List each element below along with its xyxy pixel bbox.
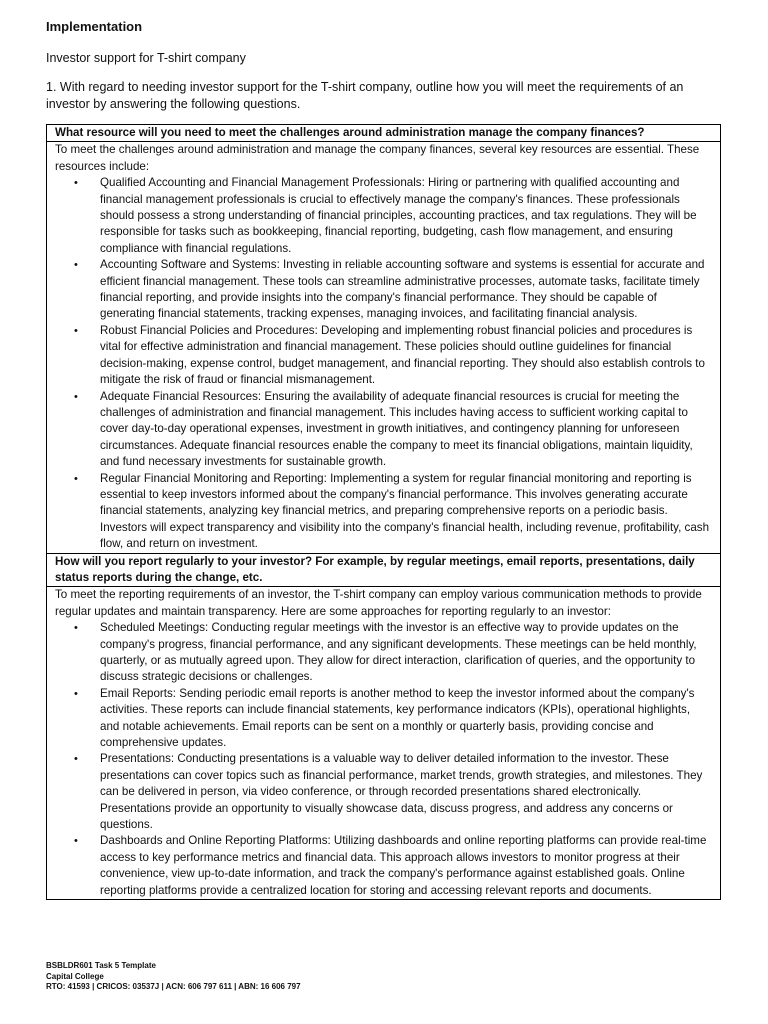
list-item-text: Presentations: Conducting presentations is a valuable way to deliver detailed information to the investor. These presentations can cover topics such as financial performance, market trends, growth strategies, and milestones. They can be delivered in person, via video conference, or through recorded presentations shared electronically. Presentations provide an opportunity to visually showcase data, discuss progress, and address any concerns or questions. — [100, 752, 703, 832]
list-item-text: Qualified Accounting and Financial Management Professionals: Hiring or partnering with qualified accounting and financial management professionals is crucial to effectively manage the company's finances. These professionals should possess a strong understanding of financial principles, accounting practices, and tax regulations. They will be responsible for tasks such as bookkeeping, financial reporting, budgeting, cash flow management, and ensuring compliance with financial regulations. — [100, 176, 697, 255]
list-item — [74, 257, 712, 323]
answer-row-1 — [47, 142, 721, 553]
answer-2-intro: To meet the reporting requirements of an investor, the T-shirt company can employ various communication methods to provide regular updates and maintain transparency. Here are some approaches for reporting regularly to an investor: — [55, 588, 702, 618]
question-1: What resource will you need to meet the challenges around administration manage the company finances? — [47, 125, 721, 142]
list-item — [74, 751, 712, 833]
bullet-icon: • — [74, 687, 78, 700]
list-item — [74, 175, 712, 257]
qa-table — [46, 124, 721, 900]
footer-college-name: Capital College — [46, 971, 104, 981]
footer-registration: RTO: 41593 | CRICOS: 03537J | ACN: 606 797 611 | ABN: 16 606 797 — [46, 982, 301, 991]
bullet-icon: • — [74, 177, 78, 190]
list-item-text: Robust Financial Policies and Procedures: Developing and implementing robust financial policies and procedures is vital for effective administration and financial management. These policies should outline guidelines for financial decision-making, expense control, budget management, and financial reporting. They should also establish controls to mitigate the risk of fraud or financial mismanagement. — [100, 323, 705, 387]
list-item — [74, 833, 712, 899]
list-item — [74, 389, 712, 471]
answer-1-intro: To meet the challenges around administration and manage the company finances, several key resources are essential. These resources include: — [55, 143, 700, 173]
page-footer — [46, 961, 301, 993]
question-row-1 — [47, 125, 721, 142]
answer-1-list — [55, 175, 712, 552]
page-title: Implementation — [46, 19, 143, 34]
bullet-icon: • — [74, 324, 78, 337]
question-row-2 — [47, 553, 721, 587]
answer-1 — [47, 142, 721, 553]
list-item-text: Regular Financial Monitoring and Reporting: Implementing a system for regular financial monitoring and reporting is essential to keep investors informed about the company's financial performance. This involves generating accurate financial statements, analyzing key financial metrics, and preparing comprehensive reports on a periodic basis. Investors will expect transparency and visibility into the company's financial health, including revenue, profitability, cash flow, and return on investment. — [100, 471, 710, 551]
bullet-icon: • — [74, 753, 78, 766]
list-item-text: Accounting Software and Systems: Investing in reliable accounting software and systems is essential for accurate and efficient financial management. These tools can streamline administrative processes, automate tasks, facilitate timely financial reporting, and provide insights into the company's financial performance. They should be capable of generating financial statements, tracking expenses, managing invoices, and facilitating financial analysis. — [100, 258, 705, 321]
footer-template-name: BSBLDR601 Task 5 Template — [46, 961, 156, 970]
answer-row-2 — [47, 587, 721, 900]
list-item-text: Email Reports: Sending periodic email reports is another method to keep the investor informed about the company's activities. These reports can include financial statements, key performance indicators (KPIs), operational highlights, and notable achievements. Email reports can be sent on a monthly or quarterly basis, providing concise and comprehensive updates. — [100, 686, 695, 750]
list-item — [74, 686, 712, 752]
list-item-text: Scheduled Meetings: Conducting regular meetings with the investor is an effective way to provide updates on the company's progress, financial performance, and any significant developments. These meetings can be held monthly, quarterly, or as mutually agreed upon. They allow for direct interaction, clarification of queries, and the opportunity to discuss strategic decisions or challenges. — [100, 621, 697, 684]
bullet-icon: • — [74, 390, 78, 403]
list-item — [74, 620, 712, 686]
page-subtitle: Investor support for T-shirt company — [46, 51, 246, 65]
list-item — [74, 471, 712, 553]
answer-2-list — [55, 620, 712, 899]
answer-2 — [47, 587, 721, 900]
list-item-text: Dashboards and Online Reporting Platforms: Utilizing dashboards and online reporting platforms can provide real-time access to key performance metrics and financial data. This approach allows investors to monitor progress at their convenience, view up-to-date information, and track the company's performance against established goals. Online reporting platforms provide a centralized location for storing and accessing relevant reports and documents. — [100, 834, 707, 897]
question-2: How will you report regularly to your investor? For example, by regular meetings, email reports, presentations, daily status reports during the change, etc. — [47, 553, 721, 587]
list-item — [74, 323, 712, 389]
bullet-icon: • — [74, 472, 78, 485]
list-item-text: Adequate Financial Resources: Ensuring the availability of adequate financial resources is crucial for meeting the challenges of administration and financial management. This includes having access to sufficient working capital to cover day-to-day operational expenses, investment in growth initiatives, and contingency planning for unforeseen circumstances. Adequate financial resources enable the company to meet its financial obligations, maintain liquidity, and fund necessary investments for sustainable growth. — [100, 389, 693, 469]
bullet-icon: • — [74, 622, 78, 635]
bullet-icon: • — [74, 259, 78, 272]
bullet-icon: • — [74, 835, 78, 848]
question-intro: 1. With regard to needing investor support for the T-shirt company, outline how you will meet the requirements of an investor by answering the following questions. — [46, 80, 684, 111]
